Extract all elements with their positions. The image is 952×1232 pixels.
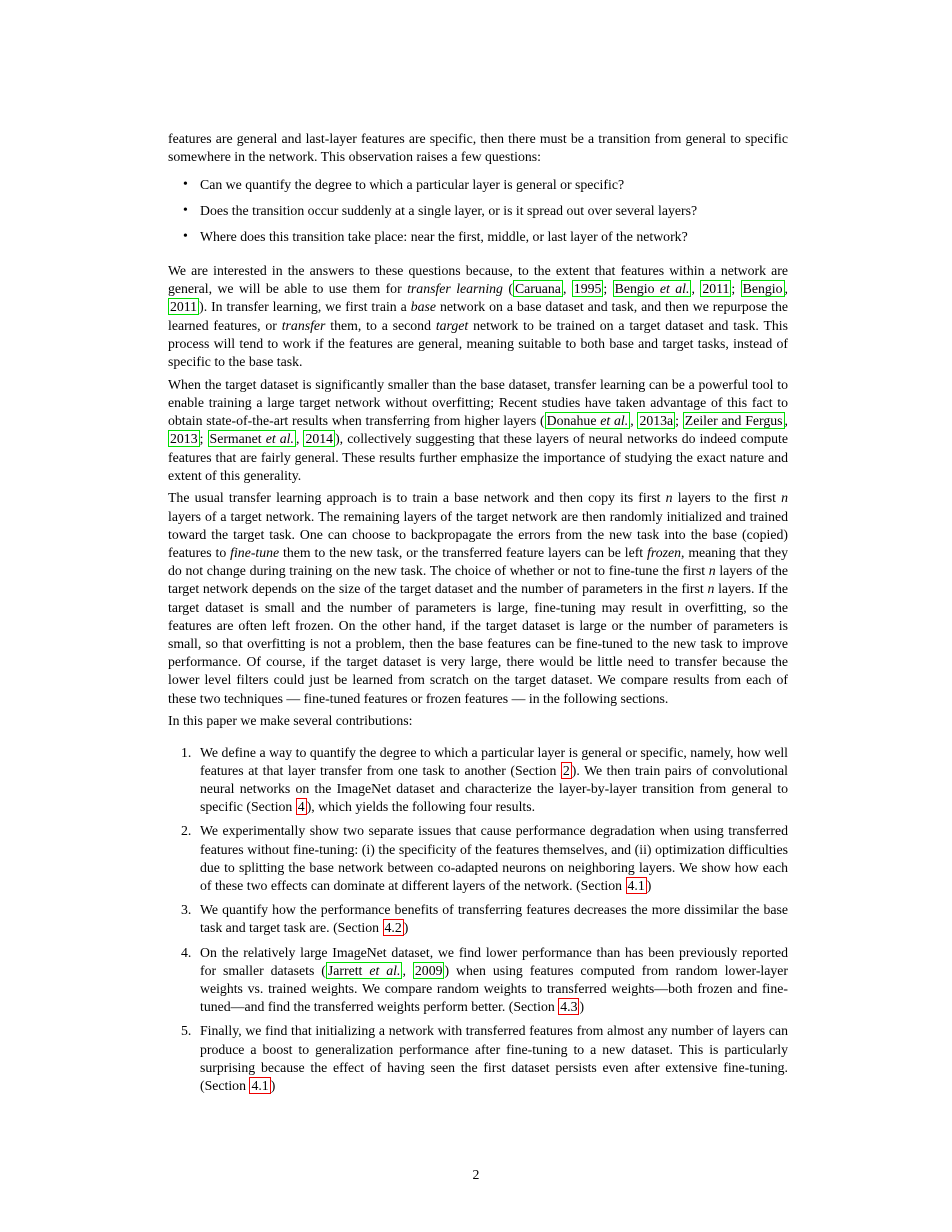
numbered-item bbox=[168, 901, 788, 937]
text-run: ). We then train pairs of convolutional neural networks on the ImageNet dataset and characterize the layer-by-layer transition from general to specific (Section bbox=[200, 762, 789, 815]
text-run: Where does this transition take place: near the first, middle, or last layer of the network? bbox=[200, 228, 688, 244]
text-run: n bbox=[707, 581, 715, 597]
text-run: n bbox=[781, 490, 788, 506]
text-run: Jarrett bbox=[327, 962, 370, 978]
section-ref-link[interactable]: 4 bbox=[297, 799, 305, 815]
numbered-item bbox=[168, 944, 788, 1017]
citation-link[interactable]: 2013 bbox=[170, 431, 198, 447]
body-paragraph bbox=[168, 376, 788, 485]
text-run: layers. If the target dataset is small and the number of parameters is large, fine-tuning may result in overfitting, so the features are often left frozen. On the other hand, if the target dataset is large or the number of parameters is small, so that overfitting is not a problem, then the base features can be fine-tuned to the new task to improve performance. Of course, if the target dataset is very large, there would be little need to transfer because the lower level filters could just be learned from scratch on the target dataset. We compare results from each of these two techniques — fine-tuned features or frozen features — in the following sections. bbox=[168, 581, 788, 706]
section-ref-link[interactable]: 4.1 bbox=[627, 878, 645, 894]
text-run: , bbox=[784, 413, 788, 429]
text-run: We experimentally show two separate issues that cause performance degradation when using transferred features without fine-tuning: (i) the specificity of the features themselves, and (ii) optimization difficulties due to splitting the base network between co-adapted neurons on neighboring layers. We show how each of these two effects can dominate at different layers of the network. (Section bbox=[200, 823, 788, 894]
text-run: , bbox=[562, 281, 572, 297]
numbered-item bbox=[168, 744, 788, 817]
text-run: Finally, we find that initializing a network with transferred features from almost any number of layers can produce a boost to generalization performance after fine-tuning to a new dataset. This is particularly surprising because the effect of having seen the first dataset persists even after extensive fine-tuning. (Section bbox=[200, 1023, 788, 1094]
citation-link[interactable]: 2011 bbox=[702, 281, 730, 297]
section-ref-link[interactable]: 4.2 bbox=[384, 920, 402, 936]
page-number: 2 bbox=[472, 1167, 480, 1182]
text-run: , bbox=[295, 431, 304, 447]
bullet-item bbox=[168, 228, 788, 246]
text-run: ) bbox=[646, 878, 652, 894]
item-number: 2. bbox=[181, 823, 192, 839]
citation-link[interactable] bbox=[613, 280, 692, 297]
text-run: ) bbox=[270, 1078, 276, 1094]
text-run: layers to the first bbox=[672, 490, 782, 506]
citation-link[interactable] bbox=[208, 430, 296, 447]
text-run: Does the transition occur suddenly at a single layer, or is it spread out over several layers? bbox=[200, 203, 698, 219]
page-content bbox=[168, 130, 788, 1101]
text-run: target bbox=[435, 317, 469, 333]
page-footer bbox=[0, 1167, 952, 1183]
bullet-item bbox=[168, 176, 788, 194]
citation-link[interactable]: 2013a bbox=[639, 413, 674, 429]
citation-link[interactable]: 2011 bbox=[170, 299, 198, 315]
text-run: ) bbox=[403, 920, 409, 936]
numbered-list bbox=[168, 744, 788, 1096]
text-run: et al. bbox=[265, 431, 294, 447]
text-run: ; bbox=[675, 413, 683, 429]
text-run: We define a way to quantify the degree to which a particular layer is general or specific, namely, how well features at that layer transfer from one task to another (Section bbox=[200, 744, 788, 778]
citation-link[interactable]: Zeiler and Fergus bbox=[684, 413, 783, 429]
section-ref-link[interactable]: 2 bbox=[562, 762, 570, 778]
citation-link[interactable]: 1995 bbox=[573, 281, 602, 297]
text-run: layers of a target network. The remaining layers of the target network are then randomly initialized and trained toward the target task. One can choose to backpropagate the errors from the new task into the base (copied) features to bbox=[168, 508, 788, 561]
text-run: network on a base dataset and task, and then we repurpose the learned features, or bbox=[168, 299, 788, 333]
body-paragraph bbox=[168, 130, 788, 166]
text-run: them, to a second bbox=[325, 317, 436, 333]
text-run: Can we quantify the degree to which a particular layer is general or specific? bbox=[200, 177, 625, 193]
text-run: We are interested in the answers to these questions because, to the extent that features within a network are general, we will be able to use them for bbox=[168, 263, 788, 297]
citation-link[interactable]: 2014 bbox=[305, 431, 334, 447]
citation-link[interactable]: Caruana bbox=[514, 281, 561, 297]
text-run: et al. bbox=[369, 962, 401, 978]
citation-link[interactable]: Bengio bbox=[742, 281, 783, 297]
bullet-icon: • bbox=[183, 227, 188, 243]
numbered-item bbox=[168, 1022, 788, 1095]
citation-link[interactable] bbox=[545, 412, 631, 429]
text-run: In this paper we make several contributions: bbox=[168, 713, 413, 729]
text-run: ), which yields the following four results. bbox=[306, 799, 536, 815]
citation-link[interactable]: 2009 bbox=[414, 962, 443, 978]
item-number: 4. bbox=[181, 944, 192, 960]
text-run: Donahue bbox=[546, 413, 601, 429]
text-run: frozen bbox=[647, 545, 681, 561]
text-run: et al. bbox=[600, 413, 629, 429]
text-run: ). In transfer learning, we first train a bbox=[199, 299, 411, 315]
text-run: Sermanet bbox=[209, 431, 266, 447]
text-run: transfer learning bbox=[407, 281, 503, 297]
text-run: et al. bbox=[659, 281, 690, 297]
text-run: ; bbox=[731, 281, 741, 297]
text-run: , bbox=[784, 281, 788, 297]
body-paragraph bbox=[168, 489, 788, 707]
numbered-item bbox=[168, 822, 788, 895]
text-run: fine-tune bbox=[230, 545, 280, 561]
bullet-icon: • bbox=[183, 176, 188, 192]
text-run: n bbox=[665, 490, 673, 506]
item-number: 3. bbox=[181, 902, 192, 918]
text-run: The usual transfer learning approach is to train a base network and then copy its first bbox=[168, 490, 666, 506]
citation-link[interactable] bbox=[326, 962, 403, 979]
text-run: layers of the target network depends on the size of the target dataset and the number of parameters in the first bbox=[168, 563, 789, 597]
text-run: , bbox=[691, 281, 701, 297]
text-run: ) when using features computed from random lower-layer weights vs. trained weights. We compare random weights to transferred weights—both frozen and fine-tuned—and find the transferred weights perform better. (Section bbox=[200, 962, 789, 1015]
section-ref-link[interactable]: 4.3 bbox=[560, 999, 578, 1015]
text-run: ; bbox=[199, 431, 208, 447]
item-number: 1. bbox=[181, 744, 192, 760]
bullet-item bbox=[168, 202, 788, 220]
text-run: , bbox=[630, 413, 638, 429]
text-run: , bbox=[402, 962, 413, 978]
text-run: network to be trained on a target dataset and task. This process will tend to work if the features are general, meaning suitable to both base and target tasks, instead of specific to the base task. bbox=[168, 317, 789, 370]
text-run: them to the new task, or the transferred feature layers can be left bbox=[279, 545, 648, 561]
text-run: , meaning that they do not change during training on the new task. The choice of whether or not to fine-tune the first bbox=[168, 545, 788, 579]
text-run: On the relatively large ImageNet dataset, we find lower performance than has been previously reported for smaller datasets ( bbox=[200, 944, 788, 978]
text-run: base bbox=[410, 299, 437, 315]
body-paragraph bbox=[168, 262, 788, 371]
text-run: features are general and last-layer features are specific, then there must be a transition from general to specific somewhere in the network. This observation raises a few questions: bbox=[168, 131, 788, 165]
text-run: We quantify how the performance benefits of transferring features decreases the more dissimilar the base task and target task are. (Section bbox=[200, 902, 788, 936]
text-run: Bengio bbox=[614, 281, 660, 297]
text-run: n bbox=[708, 563, 716, 579]
text-run: transfer bbox=[281, 317, 326, 333]
body-paragraph bbox=[168, 712, 788, 730]
text-run: ) bbox=[579, 999, 585, 1015]
item-number: 5. bbox=[181, 1023, 192, 1039]
bullet-list bbox=[168, 176, 788, 246]
text-run: ), collectively suggesting that these layers of neural networks do indeed compute features that are fairly general. These results further emphasize the importance of studying the exact nature and extent of this generality. bbox=[168, 431, 788, 483]
section-ref-link[interactable]: 4.1 bbox=[251, 1078, 269, 1094]
text-run: When the target dataset is significantly smaller than the base dataset, transfer learning can be a powerful tool to enable training a large target network without overfitting; Recent studies have taken advantage of this fact to obtain state-of-the-art results when transferring from higher layers ( bbox=[168, 376, 788, 429]
text-run: ( bbox=[502, 281, 513, 297]
text-run: ; bbox=[603, 281, 613, 297]
bullet-icon: • bbox=[183, 202, 188, 218]
